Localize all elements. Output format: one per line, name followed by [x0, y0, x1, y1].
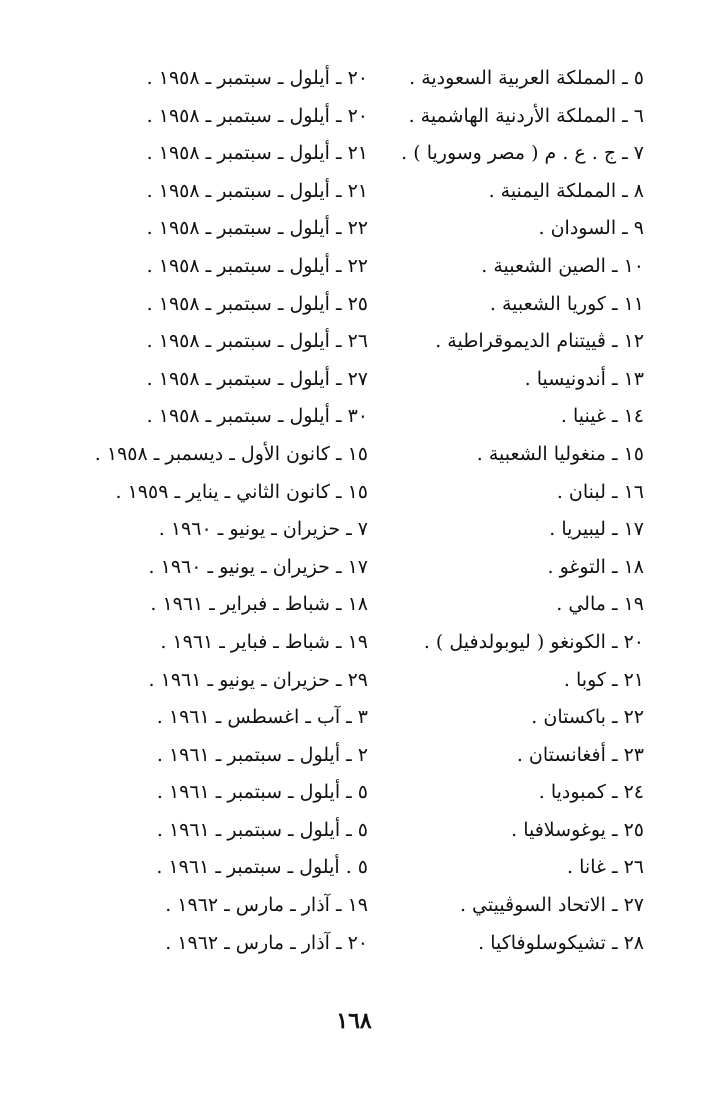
list-item — [74, 436, 644, 474]
recognition-date: ٢٥ ـ أيلول ـ سبتمبر ـ ١٩٥٨ . — [146, 292, 368, 315]
list-item — [74, 849, 644, 887]
list-item — [74, 98, 644, 136]
list-item — [74, 173, 644, 211]
country-name: ٨ ـ المملكة اليمنية . — [488, 179, 644, 202]
country-name: ٢٠ ـ الكونغو ( ليوبولدفيل ) . — [423, 630, 644, 653]
recognition-date: ٢١ ـ أيلول ـ سبتمبر ـ ١٩٥٨ . — [146, 179, 368, 202]
list-item — [74, 549, 644, 587]
list-item — [74, 398, 644, 436]
country-name: ٢٢ ـ باكستان . — [531, 706, 644, 729]
recognition-date: ٢٠ ـ أيلول ـ سبتمبر ـ ١٩٥٨ . — [146, 104, 368, 127]
list-item — [74, 699, 644, 737]
country-name: ٢٧ ـ الاتحاد السوڤييتي . — [459, 894, 644, 917]
recognition-date: ٢٢ ـ أيلول ـ سبتمبر ـ ١٩٥٨ . — [146, 217, 368, 240]
recognition-date: ٧ ـ حزيران ـ يونيو ـ ١٩٦٠ . — [158, 518, 368, 541]
list-item — [74, 737, 644, 775]
country-name: ١٣ ـ أندونيسيا . — [524, 367, 644, 390]
country-name: ٩ ـ السودان . — [538, 217, 644, 240]
country-name: ١٢ ـ ڤييتنام الديموقراطية . — [435, 330, 644, 353]
recognition-date: ٥ . أيلول ـ سبتمبر ـ ١٩٦١ . — [156, 856, 368, 879]
country-name: ٢١ ـ كوبا . — [563, 668, 644, 691]
country-name: ٢٣ ـ أفغانستان . — [516, 743, 644, 766]
recognition-date: ٢٠ ـ أيلول ـ سبتمبر ـ ١٩٥٨ . — [146, 67, 368, 89]
list-item — [74, 887, 644, 925]
list-item — [74, 323, 644, 361]
list-item — [74, 210, 644, 248]
list-item — [74, 586, 644, 624]
list-item — [74, 286, 644, 324]
recognition-date: ٢ ـ أيلول ـ سبتمبر ـ ١٩٦١ . — [156, 743, 368, 766]
list-item — [74, 925, 644, 963]
recognition-date: ٥ ـ أيلول ـ سبتمبر ـ ١٩٦١ . — [156, 781, 368, 804]
list-item — [74, 624, 644, 662]
country-name: ١٩ ـ مالي . — [556, 593, 644, 616]
country-name: ٦ ـ المملكة الأردنية الهاشمية . — [408, 104, 644, 127]
recognition-date: ١٥ ـ كانون الأول ـ ديسمبر ـ ١٩٥٨ . — [94, 442, 368, 465]
country-name: ١٨ ـ التوغو . — [547, 555, 644, 578]
recognition-date: ٢٦ ـ أيلول ـ سبتمبر ـ ١٩٥٨ . — [146, 330, 368, 353]
country-name: ١٥ ـ منغوليا الشعبية . — [476, 442, 644, 465]
country-name: ٢٨ ـ تشيكوسلوفاكيا . — [478, 931, 644, 954]
list-item — [74, 361, 644, 399]
page-number: ١٦٨ — [336, 1008, 372, 1034]
list-item — [74, 812, 644, 850]
country-name: ٧ ـ ج . ع . م ( مصر وسوريا ) . — [401, 142, 644, 165]
recognition-date: ٣٠ ـ أيلول ـ سبتمبر ـ ١٩٥٨ . — [146, 405, 368, 428]
list-item — [74, 474, 644, 512]
recognition-date: ١٩ ـ شباط ـ فباير ـ ١٩٦١ . — [160, 630, 368, 653]
recognition-date: ٣ ـ آب ـ اغسطس ـ ١٩٦١ . — [156, 706, 368, 729]
country-name: ١٤ ـ غينيا . — [560, 405, 644, 428]
country-name: ٢٤ ـ كمبوديا . — [538, 781, 644, 804]
list-item — [74, 60, 644, 98]
list-item — [74, 662, 644, 700]
country-name: ٥ ـ المملكة العربية السعودية . — [409, 67, 644, 89]
list-item — [74, 135, 644, 173]
list-item — [74, 511, 644, 549]
country-name: ١٠ ـ الصين الشعبية . — [481, 254, 644, 277]
country-name: ٢٥ ـ يوغوسلافيا . — [511, 818, 644, 841]
country-name: ١٦ ـ لبنان . — [556, 480, 644, 503]
list-item — [74, 774, 644, 812]
recognition-date: ١٧ ـ حزيران ـ يونيو ـ ١٩٦٠ . — [148, 555, 368, 578]
recognition-date: ٢٢ ـ أيلول ـ سبتمبر ـ ١٩٥٨ . — [146, 254, 368, 277]
country-name: ١١ ـ كوريا الشعبية . — [489, 292, 644, 315]
recognition-date: ٢٩ ـ حزيران ـ يونيو ـ ١٩٦١ . — [148, 668, 368, 691]
country-name: ٢٦ ـ غانا . — [567, 856, 644, 879]
list-item — [74, 248, 644, 286]
recognition-date: ٢٠ ـ آذار ـ مارس ـ ١٩٦٢ . — [165, 931, 368, 954]
recognition-list — [74, 60, 644, 962]
recognition-date: ١٩ ـ آذار ـ مارس ـ ١٩٦٢ . — [165, 894, 368, 917]
recognition-date: ١٨ ـ شباط ـ فبراير ـ ١٩٦١ . — [150, 593, 368, 616]
recognition-date: ١٥ ـ كانون الثاني ـ يناير ـ ١٩٥٩ . — [115, 480, 368, 503]
recognition-date: ٢١ ـ أيلول ـ سبتمبر ـ ١٩٥٨ . — [146, 142, 368, 165]
recognition-date: ٥ ـ أيلول ـ سبتمبر ـ ١٩٦١ . — [156, 818, 368, 841]
recognition-date: ٢٧ ـ أيلول ـ سبتمبر ـ ١٩٥٨ . — [146, 367, 368, 390]
country-name: ١٧ ـ ليبيريا . — [549, 518, 644, 541]
